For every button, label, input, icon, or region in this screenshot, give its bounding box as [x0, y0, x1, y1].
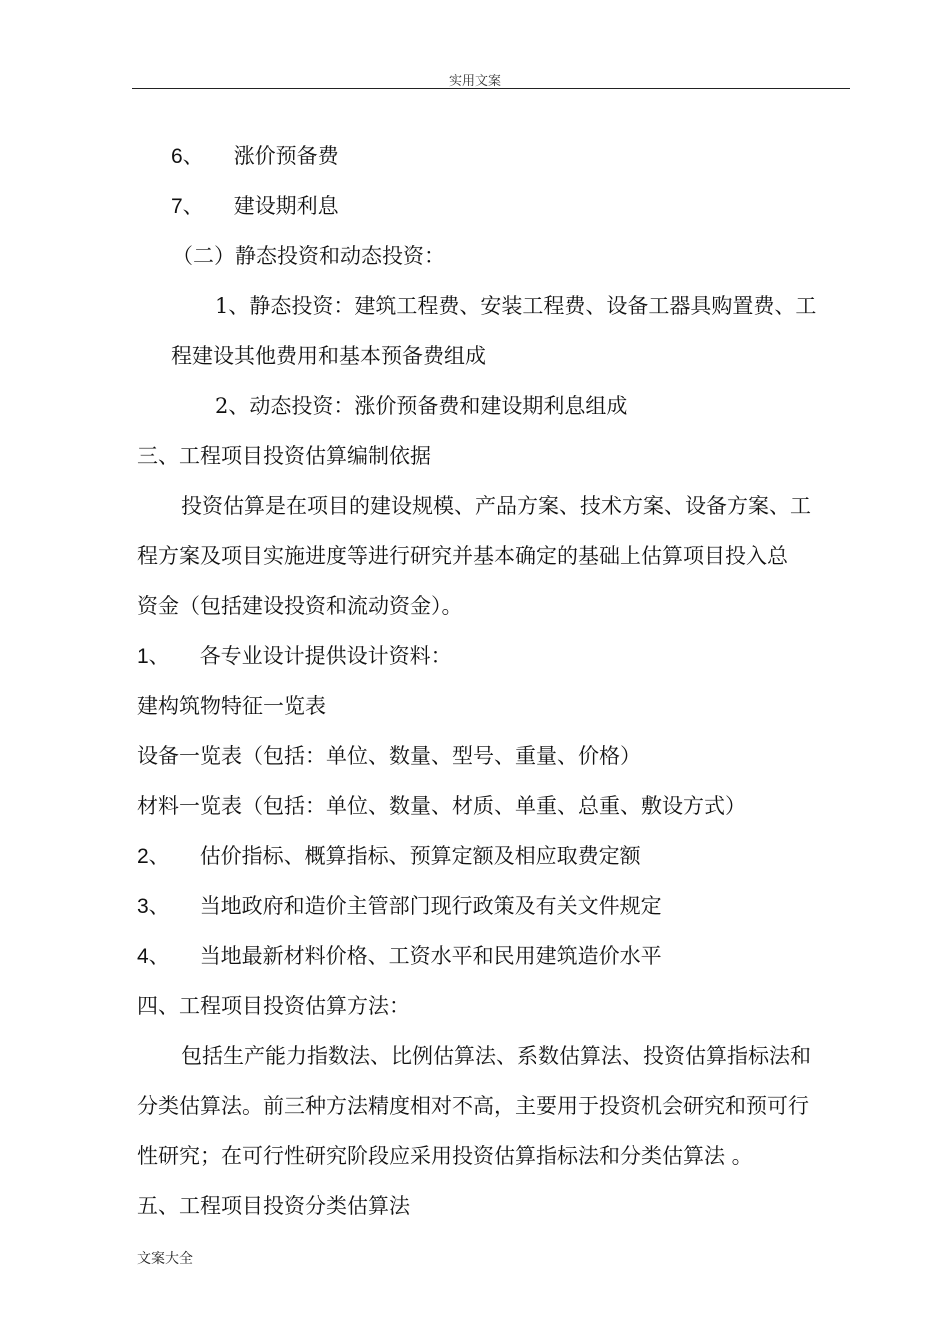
- section-heading: 五、工程项目投资分类估算法: [137, 1194, 410, 1218]
- list-item: [171, 193, 339, 220]
- list-item: [137, 643, 452, 670]
- paragraph-line: 性研究；在可行性研究阶段应采用投资估算指标法和分类估算法 。: [137, 1144, 753, 1168]
- section-heading: 四、工程项目投资估算方法：: [137, 994, 410, 1018]
- list-item-text: 涨价预备费: [233, 144, 339, 168]
- list-item-number: 7、: [171, 195, 204, 218]
- list-item-number: 6、: [171, 145, 204, 168]
- paragraph-line: 设备一览表（包括：单位、数量、型号、重量、价格）: [137, 744, 641, 768]
- list-item-number: 4、: [137, 945, 170, 968]
- list-item: [137, 893, 662, 920]
- list-item-number: 1、: [137, 645, 170, 668]
- list-item: [171, 143, 339, 170]
- list-item-text: 当地最新材料价格、工资水平和民用建筑造价水平: [199, 944, 662, 968]
- paragraph-line: 建构筑物特征一览表: [137, 694, 326, 718]
- paragraph-line: 材料一览表（包括：单位、数量、材质、单重、总重、敷设方式）: [137, 794, 746, 818]
- paragraph-line: 资金（包括建设投资和流动资金）。: [137, 594, 463, 618]
- paragraph-line: 程方案及项目实施进度等进行研究并基本确定的基础上估算项目投入总: [137, 544, 788, 568]
- subsection-heading: （二）静态投资和动态投资：: [172, 244, 445, 268]
- list-item-text: 当地政府和造价主管部门现行政策及有关文件规定: [199, 894, 662, 918]
- list-item-number: 2、: [137, 845, 170, 868]
- list-item-text: 建设期利息: [233, 194, 339, 218]
- list-item-number: 3、: [137, 895, 170, 918]
- page-footer: 文案大全: [137, 1251, 193, 1267]
- section-heading: 三、工程项目投资估算编制依据: [137, 444, 431, 468]
- paragraph-line: 分类估算法。前三种方法精度相对不高，主要用于投资机会研究和预可行: [137, 1094, 809, 1118]
- paragraph-line: 程建设其他费用和基本预备费组成: [171, 344, 486, 368]
- list-item-text: 估价指标、概算指标、预算定额及相应取费定额: [199, 844, 641, 868]
- paragraph-line: 包括生产能力指数法、比例估算法、系数估算法、投资估算指标法和: [181, 1044, 811, 1068]
- list-item-text: 各专业设计提供设计资料：: [199, 644, 452, 668]
- paragraph-line: 1、静态投资：建筑工程费、安装工程费、设备工器具购置费、工: [215, 294, 817, 318]
- page-header: 实用文案: [448, 74, 501, 89]
- list-item: [137, 943, 662, 970]
- paragraph-line: 投资估算是在项目的建设规模、产品方案、技术方案、设备方案、工: [181, 494, 811, 518]
- paragraph-line: 2、动态投资：涨价预备费和建设期利息组成: [215, 394, 628, 418]
- list-item: [137, 843, 641, 870]
- header-divider: [132, 88, 850, 89]
